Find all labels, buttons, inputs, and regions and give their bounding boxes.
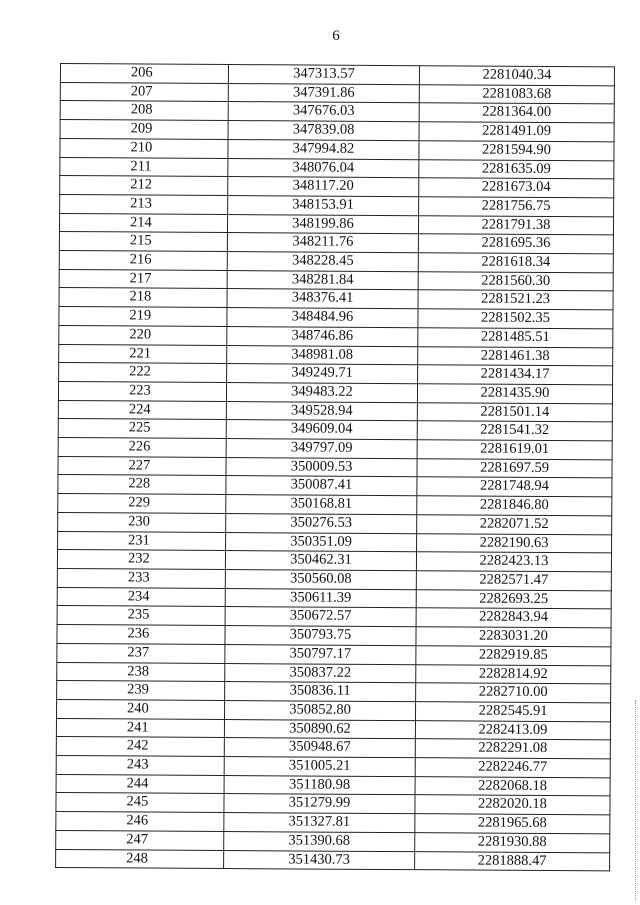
y-coordinate-cell: 2282071.52 bbox=[417, 515, 612, 535]
point-number-cell: 242 bbox=[56, 737, 224, 757]
point-number-cell: 239 bbox=[57, 681, 225, 701]
y-coordinate-cell: 2282919.85 bbox=[416, 645, 611, 665]
x-coordinate-cell: 349609.04 bbox=[226, 420, 417, 440]
y-coordinate-cell: 2282068.18 bbox=[415, 776, 610, 796]
x-coordinate-cell: 348199.86 bbox=[227, 214, 418, 234]
x-coordinate-cell: 347676.03 bbox=[228, 102, 419, 122]
point-number-cell: 227 bbox=[58, 456, 226, 476]
coordinates-table-body bbox=[56, 64, 615, 872]
x-coordinate-cell: 349528.94 bbox=[226, 401, 417, 421]
point-number-cell: 216 bbox=[59, 251, 227, 271]
x-coordinate-cell: 349483.22 bbox=[226, 382, 417, 402]
y-coordinate-cell: 2281695.36 bbox=[418, 234, 613, 254]
x-coordinate-cell: 348376.41 bbox=[227, 289, 418, 309]
point-number-cell: 231 bbox=[58, 531, 226, 551]
x-coordinate-cell: 350168.81 bbox=[226, 495, 417, 515]
y-coordinate-cell: 2281040.34 bbox=[419, 66, 614, 86]
table-row bbox=[56, 849, 610, 871]
x-coordinate-cell: 348228.45 bbox=[227, 252, 418, 272]
x-coordinate-cell: 348153.91 bbox=[228, 195, 419, 215]
point-number-cell: 238 bbox=[57, 662, 225, 682]
y-coordinate-cell: 2281485.51 bbox=[418, 328, 613, 348]
x-coordinate-cell: 350009.53 bbox=[226, 457, 417, 477]
y-coordinate-cell: 2282843.94 bbox=[416, 608, 611, 628]
x-coordinate-cell: 348746.86 bbox=[227, 326, 418, 346]
point-number-cell: 218 bbox=[59, 288, 227, 308]
x-coordinate-cell: 351180.98 bbox=[224, 775, 415, 795]
point-number-cell: 234 bbox=[57, 587, 225, 607]
y-coordinate-cell: 2281434.17 bbox=[418, 365, 613, 385]
y-coordinate-cell: 2282413.09 bbox=[415, 720, 610, 740]
y-coordinate-cell: 2283031.20 bbox=[416, 627, 611, 647]
point-number-cell: 232 bbox=[57, 550, 225, 570]
page-number: 6 bbox=[332, 28, 340, 44]
y-coordinate-cell: 2281846.80 bbox=[417, 496, 612, 516]
point-number-cell: 225 bbox=[58, 419, 226, 439]
point-number-cell: 210 bbox=[60, 138, 228, 158]
point-number-cell: 233 bbox=[57, 568, 225, 588]
y-coordinate-cell: 2281965.68 bbox=[415, 814, 610, 834]
point-number-cell: 211 bbox=[60, 157, 228, 177]
x-coordinate-cell: 350087.41 bbox=[226, 476, 417, 496]
y-coordinate-cell: 2281791.38 bbox=[418, 215, 613, 235]
x-coordinate-cell: 347994.82 bbox=[228, 139, 419, 159]
x-coordinate-cell: 347313.57 bbox=[228, 65, 419, 85]
point-number-cell: 229 bbox=[58, 494, 226, 514]
x-coordinate-cell: 350560.08 bbox=[225, 570, 416, 590]
point-number-cell: 230 bbox=[58, 512, 226, 532]
point-number-cell: 220 bbox=[59, 325, 227, 345]
x-coordinate-cell: 348281.84 bbox=[227, 270, 418, 290]
x-coordinate-cell: 351327.81 bbox=[224, 813, 415, 833]
y-coordinate-cell: 2282190.63 bbox=[417, 533, 612, 553]
x-coordinate-cell: 350462.31 bbox=[225, 551, 416, 571]
y-coordinate-cell: 2281502.35 bbox=[418, 309, 613, 329]
point-number-cell: 243 bbox=[56, 756, 224, 776]
x-coordinate-cell: 350837.22 bbox=[225, 663, 416, 683]
x-coordinate-cell: 350852.80 bbox=[224, 700, 415, 720]
x-coordinate-cell: 351390.68 bbox=[224, 831, 415, 851]
point-number-cell: 244 bbox=[56, 774, 224, 794]
y-coordinate-cell: 2281594.90 bbox=[419, 141, 614, 161]
x-coordinate-cell: 351005.21 bbox=[224, 757, 415, 777]
y-coordinate-cell: 2282545.91 bbox=[415, 702, 610, 722]
point-number-cell: 248 bbox=[56, 849, 224, 869]
point-number-cell: 206 bbox=[60, 64, 228, 84]
x-coordinate-cell: 349797.09 bbox=[226, 439, 417, 459]
point-number-cell: 212 bbox=[60, 176, 228, 196]
y-coordinate-cell: 2281888.47 bbox=[415, 851, 610, 871]
x-coordinate-cell: 350276.53 bbox=[226, 513, 417, 533]
y-coordinate-cell: 2281364.00 bbox=[419, 103, 614, 123]
y-coordinate-cell: 2281491.09 bbox=[419, 122, 614, 142]
y-coordinate-cell: 2282814.92 bbox=[416, 664, 611, 684]
point-number-cell: 217 bbox=[59, 269, 227, 289]
x-coordinate-cell: 348981.08 bbox=[227, 345, 418, 365]
y-coordinate-cell: 2282246.77 bbox=[415, 758, 610, 778]
point-number-cell: 214 bbox=[59, 213, 227, 233]
point-number-cell: 247 bbox=[56, 830, 224, 850]
y-coordinate-cell: 2282693.25 bbox=[416, 589, 611, 609]
point-number-cell: 228 bbox=[58, 475, 226, 495]
x-coordinate-cell: 351279.99 bbox=[224, 794, 415, 814]
coordinates-table bbox=[55, 63, 615, 872]
x-coordinate-cell: 347839.08 bbox=[228, 121, 419, 141]
x-coordinate-cell: 350836.11 bbox=[225, 682, 416, 702]
y-coordinate-cell: 2281083.68 bbox=[419, 84, 614, 104]
y-coordinate-cell: 2281435.90 bbox=[417, 384, 612, 404]
point-number-cell: 208 bbox=[60, 101, 228, 121]
point-number-cell: 213 bbox=[60, 194, 228, 214]
x-coordinate-cell: 349249.71 bbox=[227, 364, 418, 384]
point-number-cell: 240 bbox=[56, 699, 224, 719]
point-number-cell: 246 bbox=[56, 812, 224, 832]
point-number-cell: 223 bbox=[58, 381, 226, 401]
x-coordinate-cell: 351430.73 bbox=[224, 850, 415, 870]
x-coordinate-cell: 350351.09 bbox=[226, 532, 417, 552]
x-coordinate-cell: 350890.62 bbox=[224, 719, 415, 739]
y-coordinate-cell: 2282571.47 bbox=[416, 571, 611, 591]
y-coordinate-cell: 2281697.59 bbox=[417, 458, 612, 478]
x-coordinate-cell: 347391.86 bbox=[228, 83, 419, 103]
y-coordinate-cell: 2281560.30 bbox=[418, 271, 613, 291]
y-coordinate-cell: 2282710.00 bbox=[416, 683, 611, 703]
point-number-cell: 207 bbox=[60, 82, 228, 102]
point-number-cell: 209 bbox=[60, 120, 228, 140]
y-coordinate-cell: 2281521.23 bbox=[418, 290, 613, 310]
x-coordinate-cell: 348211.76 bbox=[227, 233, 418, 253]
y-coordinate-cell: 2281635.09 bbox=[419, 159, 614, 179]
point-number-cell: 241 bbox=[56, 718, 224, 738]
point-number-cell: 224 bbox=[58, 400, 226, 420]
point-number-cell: 245 bbox=[56, 793, 224, 813]
point-number-cell: 222 bbox=[59, 363, 227, 383]
point-number-cell: 215 bbox=[59, 232, 227, 252]
x-coordinate-cell: 348076.04 bbox=[228, 158, 419, 178]
y-coordinate-cell: 2281673.04 bbox=[419, 178, 614, 198]
y-coordinate-cell: 2281461.38 bbox=[418, 346, 613, 366]
point-number-cell: 235 bbox=[57, 606, 225, 626]
x-coordinate-cell: 348117.20 bbox=[228, 177, 419, 197]
point-number-cell: 219 bbox=[59, 307, 227, 327]
y-coordinate-cell: 2281748.94 bbox=[417, 477, 612, 497]
x-coordinate-cell: 350611.39 bbox=[225, 588, 416, 608]
y-coordinate-cell: 2281930.88 bbox=[415, 833, 610, 853]
x-coordinate-cell: 350793.75 bbox=[225, 626, 416, 646]
x-coordinate-cell: 350948.67 bbox=[224, 738, 415, 758]
y-coordinate-cell: 2282423.13 bbox=[416, 552, 611, 572]
y-coordinate-cell: 2281619.01 bbox=[417, 440, 612, 460]
y-coordinate-cell: 2282020.18 bbox=[415, 795, 610, 815]
y-coordinate-cell: 2281618.34 bbox=[418, 253, 613, 273]
point-number-cell: 236 bbox=[57, 625, 225, 645]
y-coordinate-cell: 2281756.75 bbox=[419, 197, 614, 217]
x-coordinate-cell: 350797.17 bbox=[225, 644, 416, 664]
x-coordinate-cell: 348484.96 bbox=[227, 308, 418, 328]
point-number-cell: 221 bbox=[59, 344, 227, 364]
y-coordinate-cell: 2281541.32 bbox=[417, 421, 612, 441]
y-coordinate-cell: 2282291.08 bbox=[415, 739, 610, 759]
scan-margin-marks bbox=[632, 700, 636, 900]
point-number-cell: 237 bbox=[57, 643, 225, 663]
y-coordinate-cell: 2281501.14 bbox=[417, 402, 612, 422]
point-number-cell: 226 bbox=[58, 438, 226, 458]
x-coordinate-cell: 350672.57 bbox=[225, 607, 416, 627]
